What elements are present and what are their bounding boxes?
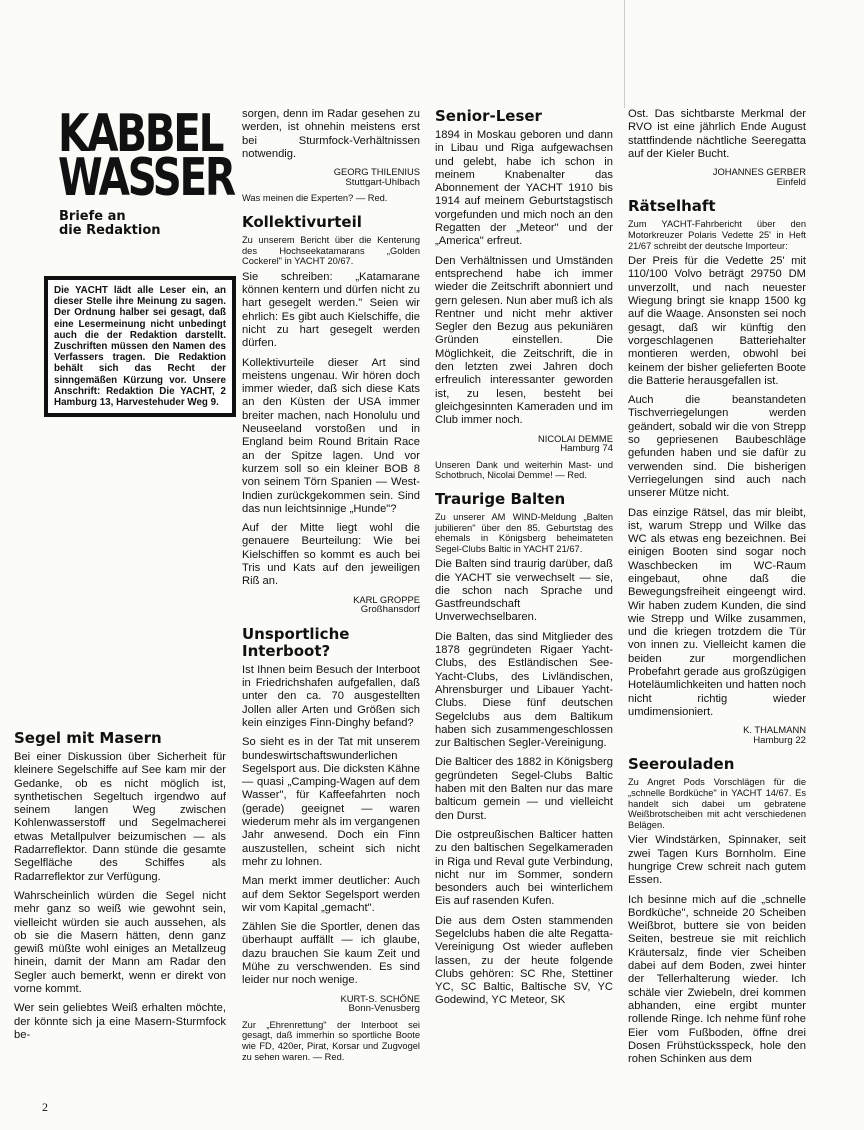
column-3 (435, 108, 613, 1014)
signature-name: KURT-S. SCHÖNE (340, 992, 420, 1004)
column-rule (624, 0, 625, 108)
masthead-subtitle (59, 210, 222, 238)
signature (628, 167, 806, 188)
signature (242, 167, 420, 188)
signature-name: NICOLAI DEMME (537, 432, 613, 444)
signature (242, 994, 420, 1015)
letter-heading: Unsportliche Interboot? (242, 624, 350, 660)
signature-place: Großhansdorf (360, 604, 420, 616)
paragraph: 1894 in Moskau geboren und dann in Libau und Riga aufgewachsen und gelebt, habe ich schon in meinem Knabenalter das Abonnement der YACHT 1910 bis 1914 auf meinem Geburtstagstisch vorgefunden und mich noch an den Regatten der „Meteor" und der „America" erfreut. (435, 129, 613, 248)
paragraph: Ich besinne mich auf die „schnelle Bordküche", schneide 20 Scheiben Weißbrot, buttere sie von beiden Seiten, bestreue sie mit reichlich Kräutersalz, finde vier Scheiben dabei auf dem Boden, zwei hinter der Tellerhalterung wieder. Ich schäle vier Zwiebeln, drei kommen abhanden, eine ergibt munter rollende Ringe. Ich nehme fünf rohe Eier vom Fußboden, öffne drei Dosen Frühstücksspeck, hole den rohen Schinken aus dem (628, 893, 806, 1066)
editorial-notice-box: Die YACHT lädt alle Leser ein, an dieser Stelle ihre Meinung zu sagen. Der Ordnung halber sei gesagt, daß eine Lesermeinung nicht unbedingt auch die der Redaktion darstellt. Zuschriften müssen den Namen des Verfassers tragen. Die Redaktion behält sich das Recht der sinngemäßen Kürzung vor. Unsere Anschrift: Redaktion Die YACHT, 2 Hamburg 13, Harvestehuder Weg 9. (44, 276, 236, 417)
masthead-title (58, 104, 234, 208)
signature-place: Stuttgart-Uhlbach (345, 176, 420, 188)
letter-heading: Rätselhaft (628, 197, 716, 216)
paragraph: Die Balten sind traurig darüber, daß die YACHT sie verwechselt — sie, die schon nach Sprache und Gastfreundschaft Unverwechselbaren. (435, 558, 613, 624)
signature-place: Bonn-Venusberg (348, 1003, 420, 1015)
paragraph: Vier Windstärken, Spinnaker, seit zwei Tagen Kurs Bornholm. Eine hungrige Crew schreit nach gutem Essen. (628, 834, 806, 887)
letter-heading: Senior-Leser (435, 107, 542, 125)
signature-name: KARL GROPPE (353, 593, 420, 605)
masthead-line-1: KABBEL (58, 104, 223, 164)
paragraph: So sieht es in der Tat mit unserem bundeswirtschaftswunderlichen Segelsport aus. Die dicksten Kähne — quasi „Camping-Wagen auf dem Wasser", für Kaffeefahrten noch (gerade) geeignet — waren wiederum mehr als im vergangenen Jahr anwesend. Doch ein Finn auszustellen, scheint sich nicht mehr zu lohnen. (242, 736, 420, 868)
letter-heading: Seerouladen (628, 755, 735, 774)
letter-intro: Zu Angret Pods Vorschlägen für die „schnelle Bordküche" in YACHT 14/67. Es handelt sich dabei um gebratene Weißbrotscheiben mit acht verschiedenen Belägen. (628, 777, 806, 830)
paragraph: Wer sein geliebtes Weiß erhalten möchte, der könnte sich ja eine Masern-Sturmfock be- (14, 1002, 226, 1041)
editor-note: Unseren Dank und weiterhin Mast- und Schotbruch, Nicolai Demme! — Red. (435, 459, 613, 481)
letter-intro: Zu unserer AM WIND-Meldung „Balten jubilieren" über den 85. Geburtstag des ehemals in Königsberg beheimateten Segel-Clubs Baltic in YACHT 21/67. (435, 511, 613, 554)
editor-note: Was meinen die Experten? — Red. (242, 193, 388, 204)
letter-heading: Segel mit Masern (14, 729, 162, 747)
paragraph: Die Balticer des 1882 in Königsberg gegründeten Segel-Clubs Baltic haben mit den Balten nur das mare balticum gemein — und vielleicht den Durst. (435, 756, 613, 822)
paragraph: Bei einer Diskussion über Sicherheit für kleinere Segelschiffe auf See kam mir der Gedanke, ob es nicht möglich ist, synthetischen Segeltuch irgendwo auf seinem langen Weg zwischen Kohlenwasserstoff und Segelmacherei etwas Metallpulver beizumischen — als Radarreflektor. Dann stünde die gesamte Segelfläche des Schiffes als Radarreflektor zur Verfügung. (14, 751, 226, 883)
signature-place: Einfeld (776, 176, 806, 188)
paragraph: Wahrscheinlich würden die Segel nicht mehr ganz so weiß wie gewohnt sein, vielleicht würden sie auch aussehen, als ob sie die Masern hätten, denn ganz gewiß müßte wohl einiges an Metallzeug hinein, damit der Mann am Radar den Segler auch bemerkt, wenn er direkt von vorne kommt. (14, 889, 226, 996)
page-number: 2 (42, 1100, 48, 1114)
letter-heading: Traurige Balten (435, 489, 566, 508)
paragraph: Auch die beanstandeten Tischverriegelungen werden geändert, sobald wir die von Strepp so gepriesenen Baubeschläge gefunden haben und sie dafür zu verwenden sind. Die bisherigen Verriegelungen sind auch nach unserer Mütze nicht. (628, 394, 806, 500)
column-4 (628, 108, 806, 1072)
letter-intro: Zum YACHT-Fahrbericht über den Motorkreuzer Polaris Vedette 25' in Heft 21/67 schreibt der deutsche Importeur: (628, 219, 806, 251)
paragraph: Die ostpreußischen Balticer hatten zu den baltischen Segelkameraden in Riga und Reval gute Verbindung, nicht nur im Sommer, sondern besonders auch bei winterlichem Eis auf rasenden Kufen. (435, 828, 613, 908)
masthead-block (58, 104, 234, 246)
signature-name: GEORG THILENIUS (333, 166, 420, 178)
paragraph: Kollektivurteile dieser Art sind meistens ungenau. Wir hören doch immer wieder, daß sich diese Kats an den Küsten der USA immer breiter machen, nach Honolulu und Neuseeland vorstoßen und in England beim Round Britain Race an der Spitze lagen. Und vor kurzem soll so ein kleiner BOB 8 von seinem Törn Spanien — West-Indien zurückgekommen sein. Sind das nun leichtsinnige „Hunde"? (242, 356, 420, 515)
paragraph: Das einzige Rätsel, das mir bleibt, ist, warum Strepp und Wilke das WC als etwas eng bezeichnen. Bei einigen Booten sind sogar noch Waschbecken im WC-Raum eingebaut, ohne daß die Bewegungsfreiheit eingeengt wird. Wir haben zudem Kunden, die sind wie Strepp und Wilke zusammen, und die kriegen trotzdem die Tür von innen zu. Vielleicht kamen die beiden zur morgendlichen Probefahrt gerade aus großzügigen Hoteläumlichkeiten und hatten noch nicht richtig wieder umdimensioniert. (628, 506, 806, 718)
paragraph: Die Balten, das sind Mitglieder des 1878 gegründeten Rigaer Yacht-Clubs, des Estländischen See-Yacht-Clubs, des Livländischen, Ahrensburger und Libauer Yacht-Clubs. Diese fünf deutschen Segelclubs aus dem Baltikum haben sich zusammengeschlossen zur Baltischen Segler-Vereinigung. (435, 630, 613, 750)
masthead-line-2: WASSER (58, 148, 234, 208)
paragraph: Ist Ihnen beim Besuch der Interboot in Friedrichshafen aufgefallen, daß unter den ca. 70 ausgestellten Jollen aller Arten und Größen sich kein einziges Finn-Dinghy befand? (242, 663, 420, 729)
signature (435, 434, 613, 455)
signature-name: K. THALMANN (743, 724, 806, 736)
paragraph: Den Verhältnissen und Umständen entsprechend habe ich immer wieder die Zeitschrift abonniert und gern gelesen. Nun aber muß ich als Rentner und nicht mehr aktiver Segler den Bezug aus pekuniären Gründen einstellen. Die Möglichkeit, die Zeitschrift, die in den letzten zwei Jahren doch erfreulich interessanter geworden ist, zu lesen, besteht bei gleichgesinnten Kameraden und im Club immer noch. (435, 254, 613, 427)
signature-place: Hamburg 74 (560, 443, 613, 455)
paragraph: Der Preis für die Vedette 25' mit 110/100 Volvo beträgt 29750 DM unverzollt, und nach neuester Wiegung bringt sie knapp 1500 kg auf die Waage. Ansonsten sei noch gesagt, daß wir künftig den vorgeschlagenen Batteriehalter montieren werden, obwohl bei keinem der bisher gelieferten Boote die Batterie herausgefallen ist. (628, 255, 806, 387)
letter-intro: Zu unserem Bericht über die Kenterung des Hochseekatamarans „Golden Cockerel" in YACHT 20/67. (242, 234, 420, 267)
signature-place: Hamburg 22 (753, 734, 806, 746)
paragraph: Ost. Das sichtbarste Merkmal der RVO ist eine jährlich Ende August stattfindende nächtliche Seeregatta auf der Kieler Bucht. (628, 108, 806, 160)
signature-name: JOHANNES GERBER (712, 166, 806, 178)
letter-heading: Kollektivurteil (242, 212, 362, 231)
signature (628, 725, 806, 746)
subtitle-line-1: Briefe an (59, 209, 126, 224)
paragraph: Zählen Sie die Sportler, denen das überhaupt auffällt — ich glaube, dazu brauchen Sie kaum Zeit und Mühe zu verschwenden. Es sind leider nur noch wenige. (242, 921, 420, 987)
editor-note: Zur „Ehrenrettung" der Interboot sei gesagt, daß immerhin so sportliche Boote wie FD, 420er, Pirat, Korsar und Zugvogel zu sehen waren. — Red. (242, 1019, 420, 1062)
paragraph: Sie schreiben: „Katamarane können kentern und dürfen nicht zu hart gesegelt werden." Seien wir ehrlich: Es gibt auch Kielschiffe, die nicht zu hart gesegelt werden dürfen. (242, 270, 420, 350)
letter-segel-mit-masern (14, 730, 226, 1048)
subtitle-line-2: die Redaktion (59, 223, 161, 238)
paragraph: Die aus dem Osten stammenden Segelclubs haben die alte Regatta-Vereinigung Ost wieder aufleben lassen, zu der heute folgende Clubs gehören: SC Rhe, Stettiner YC, SC Baltic, Baltische SV, YC Godewind, YC Meteor, SK (435, 914, 613, 1007)
paragraph: sorgen, denn im Radar gesehen zu werden, ist ohnehin meistens erst bei Sturmfock-Verhältnissen notwendig. (242, 108, 420, 160)
column-2 (242, 108, 420, 1068)
signature (242, 595, 420, 616)
paragraph: Auf der Mitte liegt wohl die genauere Beurteilung: Wie bei Kielschiffen so kommt es auch bei Tris und Kats auf den jeweiligen Riß an. (242, 522, 420, 588)
paragraph: Man merkt immer deutlicher: Auch auf dem Sektor Segelsport werden wir vom Kapital „gemacht". (242, 875, 420, 914)
